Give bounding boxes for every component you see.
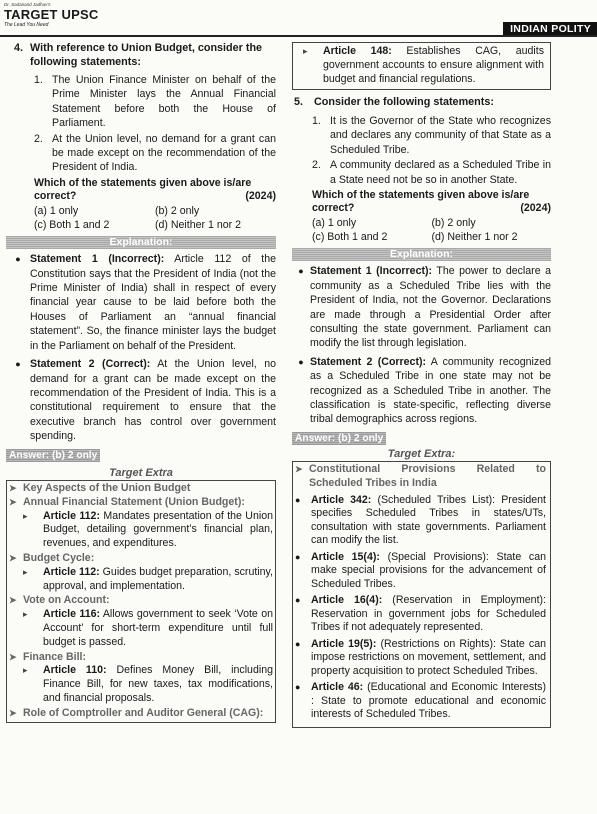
option-b: (b) 2 only	[155, 204, 200, 217]
question-4-explanation	[6, 252, 276, 443]
triangle-right-icon: ▸	[23, 665, 28, 676]
chevron-right-icon: ➤	[9, 482, 17, 493]
bullet-icon: ●	[15, 359, 21, 370]
header-divider	[0, 35, 597, 37]
explanation-item: ● Statement 1 (Incorrect): The power to declare a community as a Scheduled Tribe lies with the President of India, not the Governor. Declarations are made through a Presidential Order after consulting the state government. Parliament can modify the list through legislation.	[292, 264, 551, 350]
triangle-right-icon: ▸	[23, 609, 28, 620]
question-year: (2024)	[245, 190, 276, 203]
extra-heading: ➤ Constitutional Provisions Related to Scheduled Tribes in India	[295, 463, 546, 489]
option-d: (d) Neither 1 nor 2	[155, 219, 241, 232]
triangle-right-icon: ▸	[23, 566, 28, 577]
extra-bullet: ● Article 342: (Scheduled Tribes List): President specifies Scheduled Tribes in states/UTs, consultation with state governments. Parliament can modify the list.	[295, 493, 546, 547]
bullet-icon: ●	[295, 638, 301, 649]
logo-tagline-top: Dr. Sadanand Jadhav's	[4, 2, 51, 7]
explanation-banner: Explanation:	[6, 236, 276, 249]
chevron-right-icon: ➤	[9, 707, 17, 718]
extra-subitem: ▸ Article 110: Defines Money Bill, including Finance Bill, for new taxes, tax modifications, and financial proposals.	[23, 664, 273, 704]
brand-tagline: The Lead You Need	[4, 22, 49, 28]
bullet-icon: ●	[295, 551, 301, 562]
option-c: (c) Both 1 and 2	[312, 231, 388, 244]
brand-logo	[4, 2, 114, 38]
explanation-item: ● Statement 2 (Correct): A community recognized as a Scheduled Tribe in one state may not be recognized as a Scheduled Tribe in another. The classification is state-specific, reflecting diverse tribal demographics across regions.	[292, 355, 551, 427]
question-5-statements	[312, 114, 551, 187]
target-extra-title: Target Extra	[109, 466, 173, 479]
extra-heading: ➤ Finance Bill:	[9, 650, 86, 663]
triangle-right-icon: ▸	[303, 46, 308, 56]
statement-item: 1. It is the Governor of the State who recognizes and declares any community of that State as a Scheduled Tribe.	[312, 114, 551, 156]
chevron-right-icon: ➤	[9, 595, 17, 606]
explanation-item: ● Statement 1 (Incorrect): Article 112 of the Constitution says that the President of India (not the Prime Minister of India) shall in respect of every financial year cause to be laid before both the Houses of Parliament an “annual financial statement”. So, the finance minister lays the budget in the Parliament on behalf of the President.	[6, 252, 276, 353]
extra-subitem: ▸ Article 112: Mandates presentation of the Union Budget, detailing government’s financial plan, revenues, and expenditures.	[23, 509, 273, 550]
bullet-icon: ●	[295, 682, 301, 693]
extra-heading: ➤ Vote on Account:	[9, 594, 110, 607]
chevron-right-icon: ➤	[9, 552, 17, 563]
extra-heading: ➤ Budget Cycle:	[9, 551, 95, 564]
extra-bullet: ● Article 46: (Educational and Economic Interests) : State to promote educational and economic interests of Scheduled Tribes.	[295, 681, 546, 721]
question-5-ask: Which of the statements given above is/are correct? (2024)	[312, 188, 551, 215]
option-c: (c) Both 1 and 2	[34, 219, 110, 232]
chevron-right-icon: ➤	[9, 496, 17, 507]
statement-item: 2. At the Union level, no demand for a grant can be made except on the recommendation of the President of India.	[34, 132, 276, 174]
right-column	[292, 42, 551, 728]
answer-badge: Answer: (b) 2 only	[292, 432, 386, 445]
question-4-options	[34, 204, 276, 232]
target-extra-box	[6, 480, 276, 724]
brand-name: TARGET UPSC	[4, 7, 99, 22]
question-5-options	[312, 216, 551, 244]
explanation-banner: Explanation:	[292, 248, 551, 261]
extra-heading: ➤ Key Aspects of the Union Budget	[9, 481, 191, 494]
explanation-item: ● Statement 2 (Correct): At the Union level, no demand for a grant can be made except on the recommendation of the President of India. This is a constitutional requirement to ensure that the executive branch has control over government spending.	[6, 357, 276, 443]
extra-heading: ➤ Annual Financial Statement (Union Budget):	[9, 495, 245, 508]
option-a: (a) 1 only	[34, 204, 79, 217]
question-4-statements	[34, 73, 276, 175]
question-5-title: 5. Consider the following statements:	[294, 96, 494, 109]
bullet-icon: ●	[295, 595, 301, 606]
extra-bullet: ● Article 16(4): (Reservation in Employment): Reservation in government jobs for Scheduled Tribes if not adequately represented.	[295, 594, 546, 634]
question-year: (2024)	[520, 202, 551, 215]
triangle-right-icon: ▸	[23, 510, 28, 521]
subject-badge: INDIAN POLITY	[503, 22, 597, 36]
extra-bullet: ● Article 15(4): (Special Provisions): State can make special provisions for the advancement of Scheduled Tribes.	[295, 550, 546, 590]
bullet-icon: ●	[298, 356, 304, 367]
target-extra-title: Target Extra:	[387, 448, 456, 461]
extra-subitem: ▸ Article 112: Guides budget preparation, scrutiny, approval, and implementation.	[23, 565, 273, 592]
question-5-explanation	[292, 264, 551, 426]
left-column	[6, 42, 276, 723]
bullet-icon: ●	[15, 254, 21, 265]
extra-subitem: ▸ Article 148: Establishes CAG, audits government accounts to ensure alignment with budget and financial regulations.	[303, 45, 544, 85]
extra-heading: ➤ Role of Comptroller and Auditor General (CAG):	[9, 706, 264, 719]
option-a: (a) 1 only	[312, 216, 357, 229]
extra-subitem: ▸ Article 116: Allows government to seek ‘Vote on Account’ for short-term expenditure until full budget is passed.	[23, 608, 273, 648]
bullet-icon: ●	[295, 494, 301, 505]
continued-box	[292, 42, 551, 90]
question-4-ask: Which of the statements given above is/are correct? (2024)	[34, 176, 276, 203]
target-extra-box	[292, 461, 551, 728]
bullet-icon: ●	[298, 266, 304, 277]
answer-badge: Answer: (b) 2 only	[6, 449, 100, 462]
chevron-right-icon: ➤	[295, 464, 303, 475]
chevron-right-icon: ➤	[9, 651, 17, 662]
question-4-title: 4. With reference to Union Budget, consider the following statements:	[14, 42, 263, 68]
option-b: (b) 2 only	[431, 216, 476, 229]
statement-item: 2. A community declared as a Scheduled Tribe in a State need not be so in another State.	[312, 159, 551, 186]
option-d: (d) Neither 1 nor 2	[431, 231, 518, 244]
statement-item: 1. The Union Finance Minister on behalf of the Prime Minister lays the Annual Financial Statement before both the House of Parliament.	[34, 74, 276, 130]
extra-bullet: ● Article 19(5): (Restrictions on Rights): State can impose restrictions on movement, settlement, and property acquisition to protect Scheduled Tribes.	[295, 637, 546, 677]
